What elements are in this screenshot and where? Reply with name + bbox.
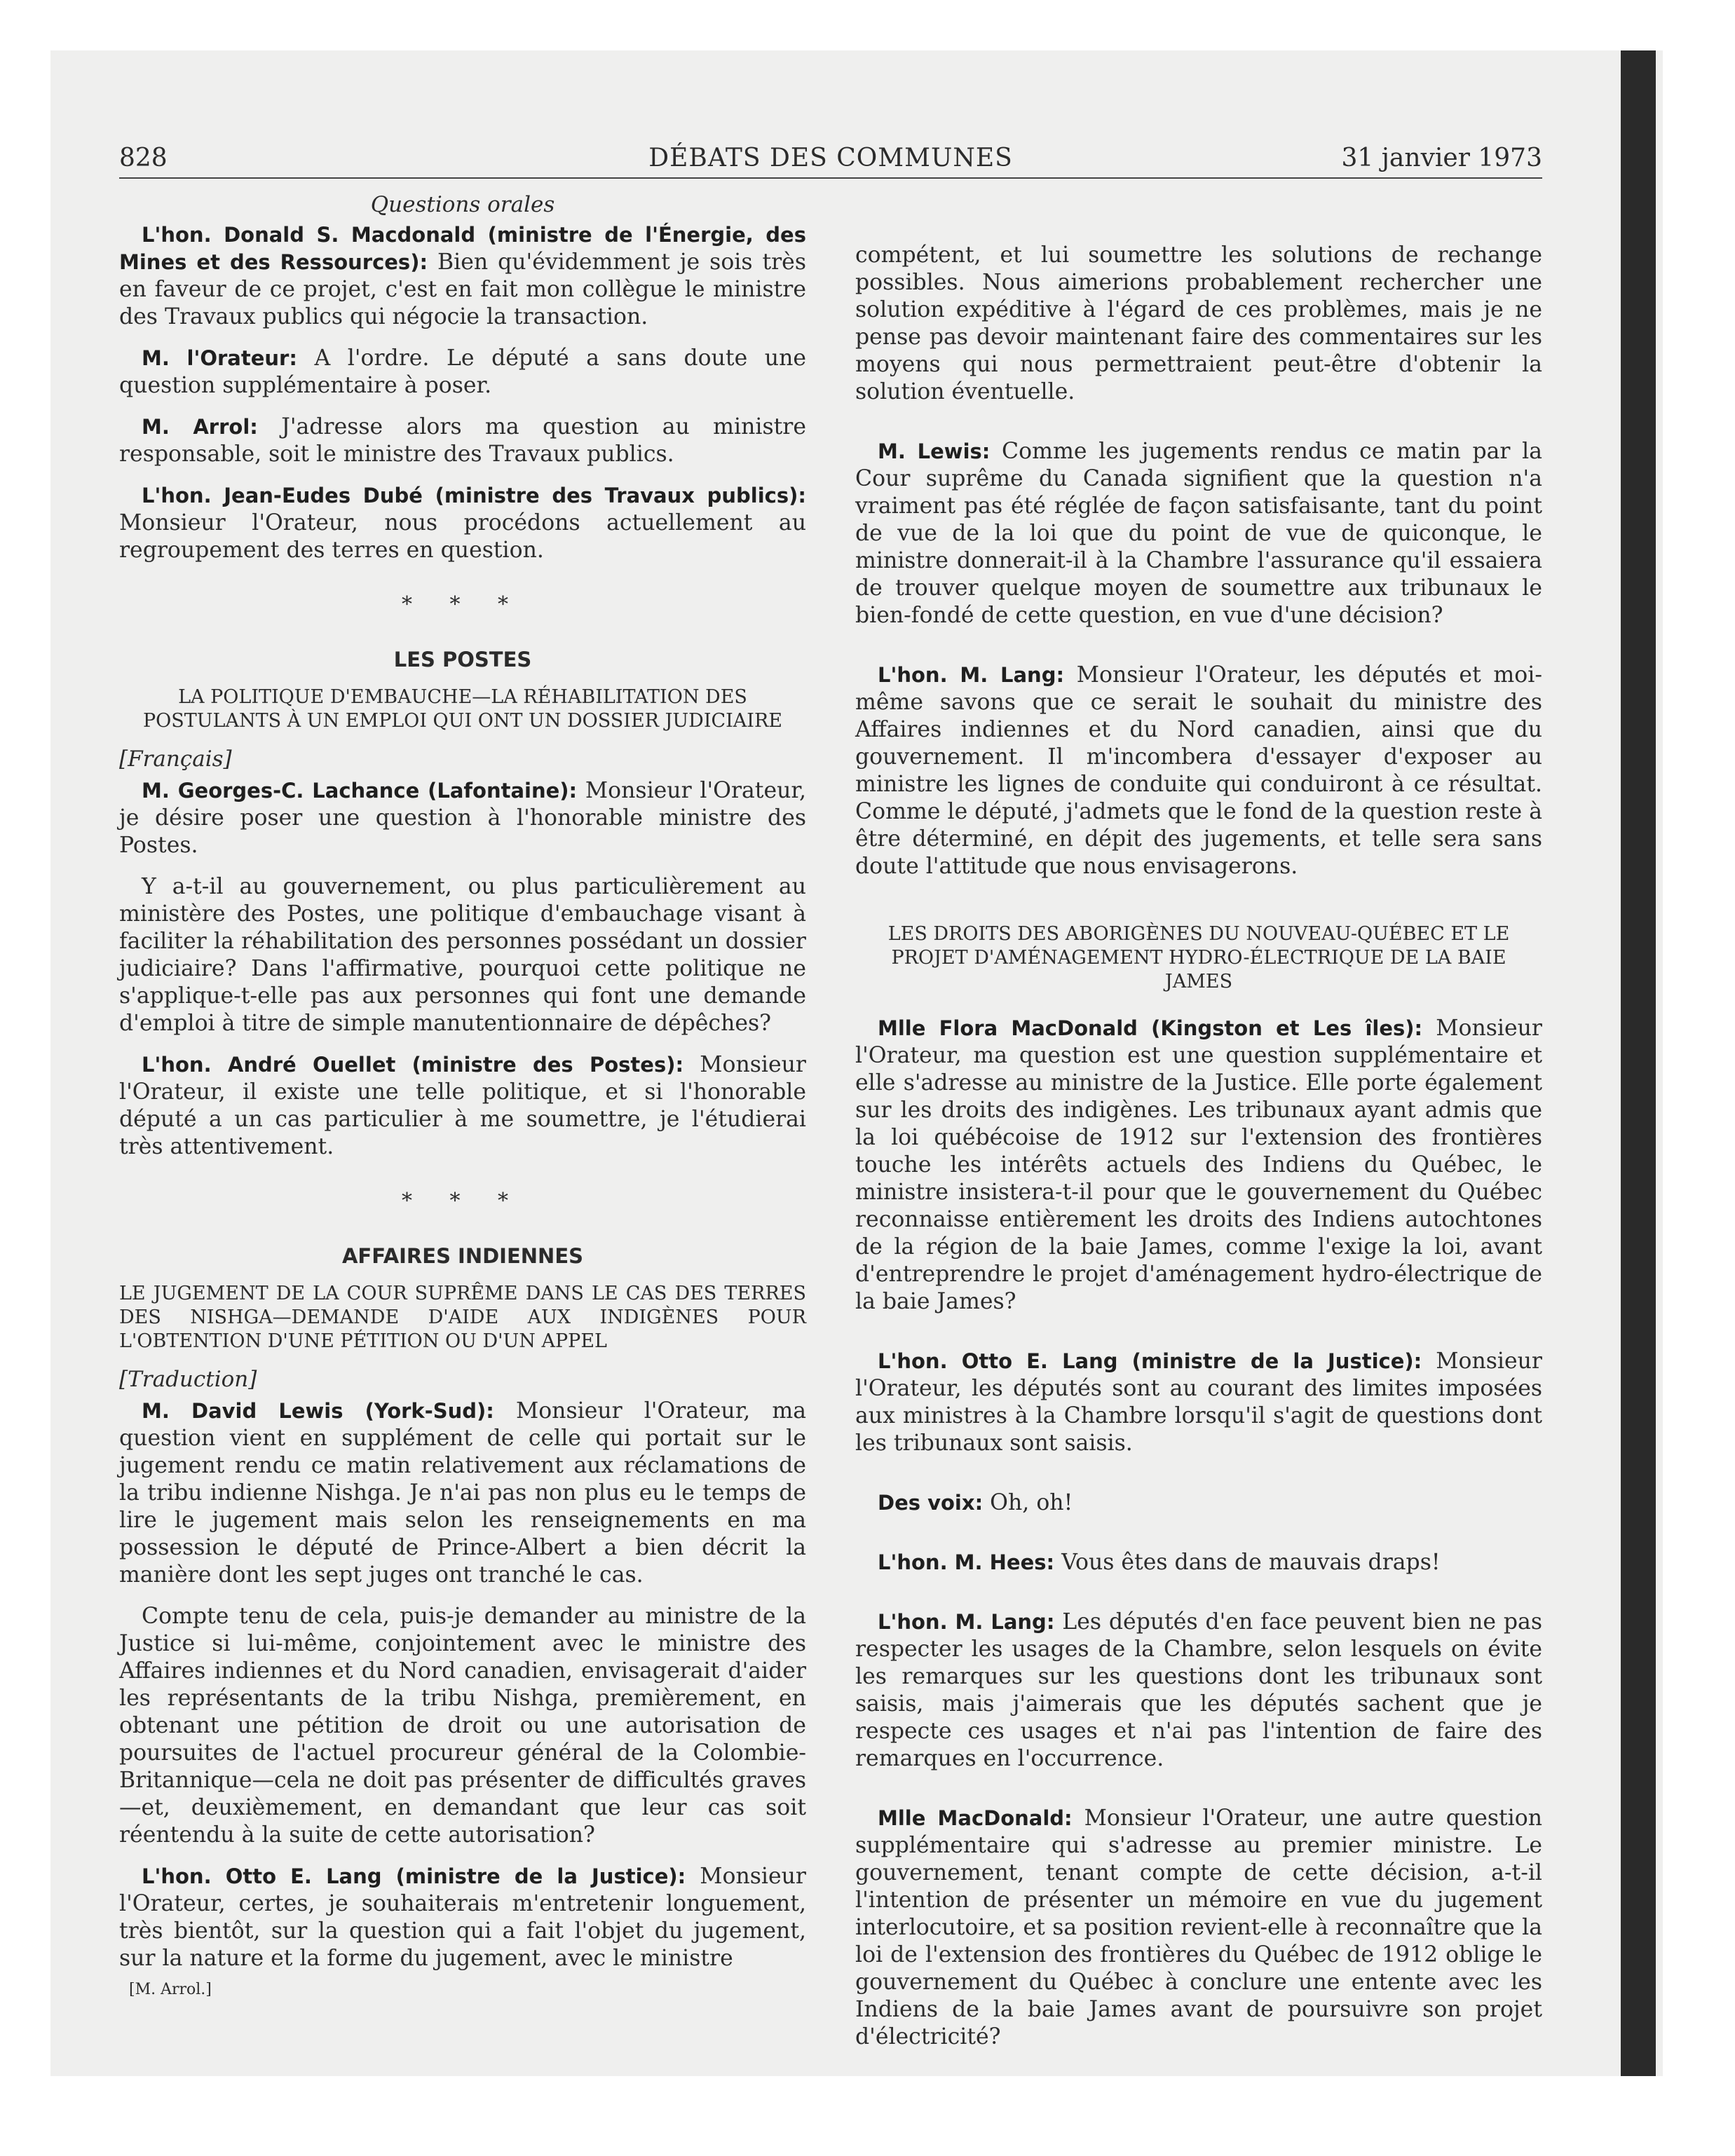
page-footer-attribution: [M. Arrol.] [129,1981,212,1998]
speaker-name: Mlle MacDonald: [878,1806,1073,1830]
speech-text: Monsieur l'Orateur, je désire poser une question à l'honorable ministre des Postes. [119,778,806,858]
speaker-name: L'hon. Jean-Eudes Dubé (ministre des Travaux publics): [142,484,806,507]
speech-paragraph [119,777,806,859]
left-column [119,191,806,1998]
speaker-name: L'hon. M. Hees: [878,1550,1055,1574]
speaker-name: M. Georges-C. Lachance (Lafontaine): [142,779,578,803]
speech-paragraph [119,482,806,564]
speaker-name: L'hon. Otto E. Lang (ministre de la Justice): [878,1349,1422,1373]
speech-paragraph [119,1863,806,1972]
scan-edge-shadow [1621,50,1656,2076]
page-number: 828 [119,144,168,172]
section-heading: LES POSTES [393,648,532,671]
page-date: 31 janvier 1973 [1341,144,1542,172]
speech-text: Monsieur l'Orateur, ma question vient en supplément de celle qui portait sur le jugement rendu ce matin relativement aux réclamations de la tribu indienne Nishga. Je n'ai pas non plus eu le temps de lire le jugement mais selon les renseignements en ma possession le député de Prince-Albert a bien décrit la manière dont les sept juges ont tranché le cas. [119,1398,806,1588]
speech-paragraph [119,345,806,400]
speech-text: Comme les jugements rendus ce matin par la Cour suprême du Canada signifient que la question n'a vraiment pas été réglée de façon satisfaisante, tant du point de vue de la loi que du point de vue de quiconque, le ministre donnerait-il à la Chambre l'assurance qu'il essaiera de trouver quelque moyen de soumettre aux tribunaux le bien-fondé de cette question, en vue d'une décision? [855,439,1542,628]
speaker-name: L'hon. André Ouellet (ministre des Postes): [142,1053,684,1077]
speaker-name: L'hon. Otto E. Lang (ministre de la Justice): [142,1864,686,1888]
speech-text: J'adresse alors ma question au ministre responsable, soit le ministre des Travaux publics. [119,414,807,467]
right-column [855,242,1542,2065]
page [119,144,1542,2049]
spacer [855,1590,1542,1609]
speech-paragraph [855,662,1542,880]
speech-paragraph [855,1348,1542,1457]
section-label: Questions orales [370,192,555,217]
speech-paragraph [119,1051,806,1161]
speaker-name: L'hon. M. Lang: [878,663,1065,687]
spacer [855,1330,1542,1348]
speech-text: Bien qu'évidemment je sois très en faveur de ce projet, c'est en fait mon collègue le ministre des Travaux publics qui négocie la transaction. [119,250,806,329]
speaker-name: Mlle Flora MacDonald (Kingston et Les îles): [878,1016,1423,1040]
speech-paragraph [119,1398,806,1589]
spacer [855,1787,1542,1805]
speaker-name: M. l'Orateur: [142,346,297,370]
language-marker: [Traduction] [119,1367,257,1392]
section-subheading: LE JUGEMENT DE LA COUR SUPRÊME DANS LE CAS DES TERRES DES NISHGA—DEMANDE D'AIDE AUX INDIGÈNES POUR L'OBTENTION D'UNE PÉTITION OU D'UN APPEL [119,1283,806,1352]
speech-text: Monsieur l'Orateur, les députés et moi-même savons que ce serait le souhait du ministre des Affaires indiennes et du Nord canadien, ainsi que du gouvernement. Il m'incombera d'essayer d'exposer au ministre les lignes de conduite qui conduiront à ce résultat. Comme le député, j'admets que le fond de la question reste à être déterminé, en dépit des jugements, et telle sera sans doute l'attitude que nous envisagerons. [855,662,1542,879]
speaker-name: M. Arrol: [142,415,258,439]
speaker-name: M. Lewis: [878,439,991,463]
spacer [855,1471,1542,1489]
speech-paragraph [855,1489,1542,1517]
text-paragraph: compétent, et lui soumettre les solutions de rechange possibles. Nous aimerions probablement rechercher une solution expéditive à l'égard de ces problèmes, mais je ne pense pas devoir maintenant faire des commentaires sur les moyens qui nous permettraient peut-être d'obtenir la solution éventuelle. [855,243,1542,404]
speech-text: Monsieur l'Orateur, une autre question supplémentaire qui s'adresse au premier ministre. Le gouvernement, tenant compte de cette décision, a-t-il l'intention de présenter un mémoire en vue du jugement interlocutoire, et sa position revient-elle à reconnaître que la loi de l'extension des frontières du Québec de 1912 oblige le gouvernement du Québec à conclure une entente avec les Indiens de la baie James avant de poursuivre son projet d'électricité? [855,1806,1542,2049]
text-paragraph: Compte tenu de cela, puis-je demander au ministre de la Justice si lui-même, conjointement avec le ministre des Affaires indiennes et du Nord canadien, envisagerait d'aider les représentants de la tribu Nishga, premièrement, en obtenant une pétition de droit ou une autorisation de poursuites de l'actuel procureur général de la Colombie-Britannique—cela ne doit pas présenter de difficultés graves—et, deuxièmement, en demandant que leur cas soit réentendu à la suite de cette autorisation? [119,1604,806,1848]
section-subheading: LES DROITS DES ABORIGÈNES DU NOUVEAU-QUÉBEC ET LE PROJET D'AMÉNAGEMENT HYDRO-ÉLECTRIQUE DE LA BAIE JAMES [887,923,1510,992]
speaker-name: M. David Lewis (York-Sud): [142,1399,494,1423]
speech-text: Monsieur l'Orateur, nous procédons actuellement au regroupement des terres en question. [119,510,806,563]
section-separator: * * * [401,1189,524,1213]
spacer [855,894,1542,922]
text-paragraph: Y a-t-il au gouvernement, ou plus particulièrement au ministère des Postes, une politique d'embauchage visant à faciliter la réhabilitation des personnes possédant un dossier judiciaire? Dans l'affirmative, pourquoi cette politique ne s'applique-t-elle pas aux personnes qui font une demande d'emploi à titre de simple manutentionnaire de dépêches? [119,874,806,1036]
speech-paragraph [119,414,806,468]
speech-text: Monsieur l'Orateur, les députés sont au courant des limites imposées aux ministres à la Chambre lorsqu'il s'agit de questions dont les tribunaux sont saisis. [855,1349,1542,1456]
section-subheading: LA POLITIQUE D'EMBAUCHE—LA RÉHABILITATION DES POSTULANTS À UN EMPLOI QUI ONT UN DOSSIER JUDICIAIRE [142,686,783,732]
speech-text: Monsieur l'Orateur, il existe une telle politique, et si l'honorable député a un cas particulier à me soumettre, je l'étudierai très attentivement. [119,1052,806,1159]
speaker-name: L'hon. Donald S. Macdonald (ministre de l'Énergie, des Mines et des Ressources): [119,223,806,274]
speech-text: Les députés d'en face peuvent bien ne pas respecter les usages de la Chambre, selon lesquels on évite les remarques sur les questions dont les tribunaux sont saisis, mais j'aimerais que les députés sachent que je respecte ces usages et n'ai pas l'intention de faire des remarques en l'occurrence. [855,1609,1542,1771]
speech-text: Monsieur l'Orateur, ma question est une question supplémentaire et elle s'adresse au ministre de la Justice. Elle porte également sur les droits des indigènes. Les tribunaux ayant admis que la loi québécoise de 1912 sur l'extension des frontières touche les intérêts actuels des Indiens du Québec, le ministre insistera-t-il pour que le gouvernement du Québec reconnaisse entièrement les droits des Indiens autochtones de la région de la baie James, comme l'exige la loi, avant d'entreprendre le projet d'aménagement hydro-électrique de la baie James? [855,1016,1542,1314]
speech-text: Monsieur l'Orateur, certes, je souhaiterais m'entretenir longuement, très bientôt, sur la question qui a fait l'objet du jugement, sur la nature et la forme du jugement, avec le ministre [119,1864,806,1971]
speech-paragraph [855,438,1542,629]
speech-text: Vous êtes dans de mauvais draps! [1054,1550,1441,1575]
speech-paragraph [855,1549,1542,1576]
speaker-name: Des voix: [878,1491,984,1515]
speaker-name: L'hon. M. Lang: [878,1610,1055,1634]
page-header [119,144,1542,179]
speech-paragraph [855,1805,1542,2051]
speech-paragraph [855,1015,1542,1316]
speech-text: A l'ordre. Le député a sans doute une question supplémentaire à poser. [119,346,806,398]
language-marker: [Français] [119,746,232,772]
speech-paragraph [119,221,806,331]
speech-text: Oh, oh! [983,1490,1073,1515]
section-separator: * * * [401,592,524,617]
speech-paragraph [855,1609,1542,1773]
section-heading: AFFAIRES INDIENNES [341,1244,584,1268]
spacer [855,643,1542,662]
spacer [855,420,1542,438]
publication-title: DÉBATS DES COMMUNES [648,144,1013,172]
spacer [855,1531,1542,1549]
